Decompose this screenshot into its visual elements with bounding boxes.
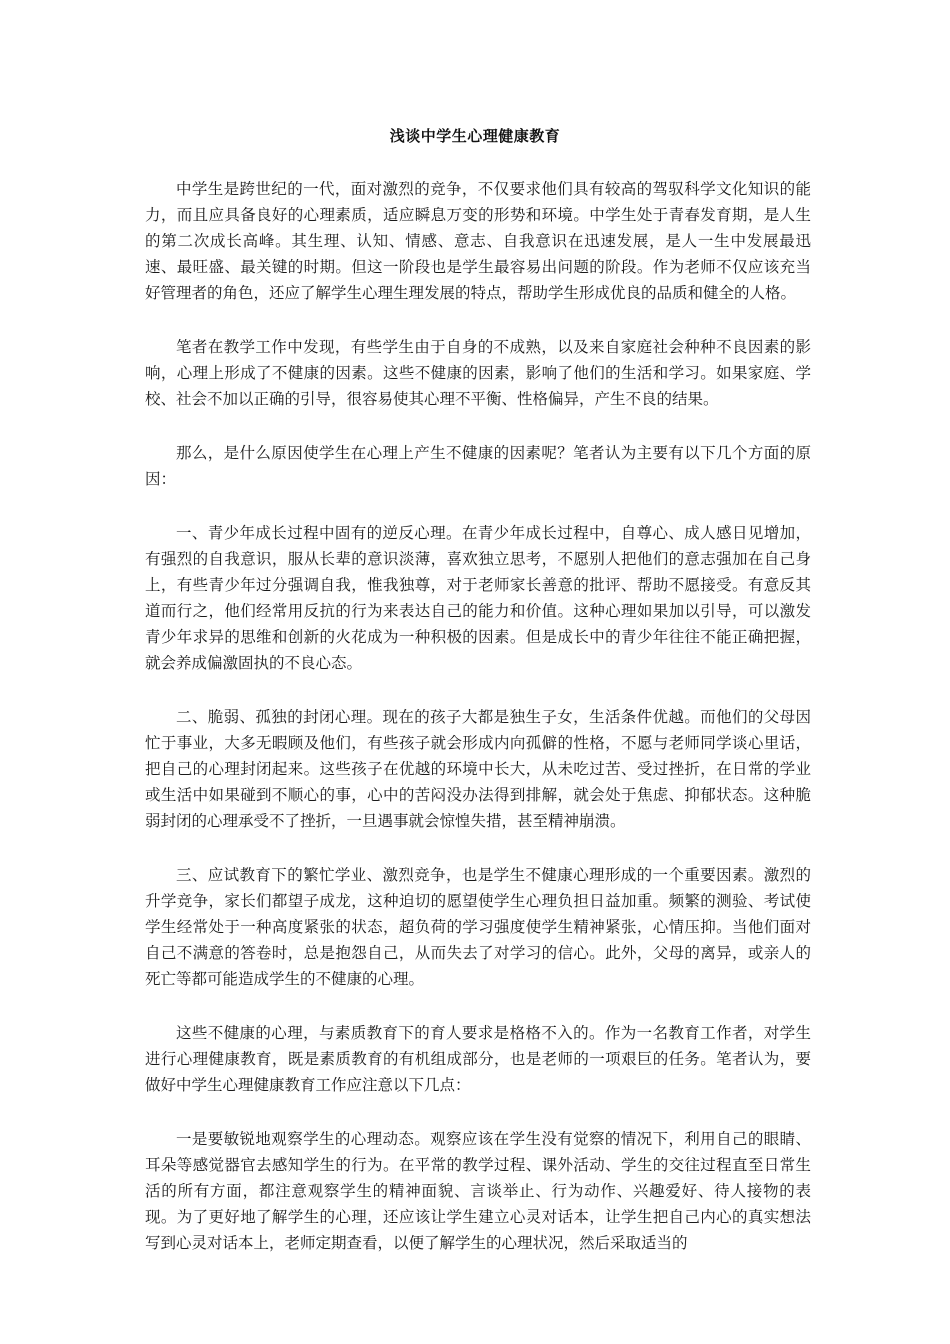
document-body: [145, 176, 811, 1284]
paragraph-cause-1: 一、青少年成长过程中固有的逆反心理。在青少年成长过程中，自尊心、成人感日见增加，有强烈的自我意识，服从长辈的意识淡薄，喜欢独立思考，不愿别人把他们的意志强加在自己身上，有些青少年过分强调自我，惟我独尊，对于老师家长善意的批评、帮助不愿接受。有意反其道而行之，他们经常用反抗的行为来表达自己的能力和价值。这种心理如果加以引导，可以激发青少年求异的思维和创新的火花成为一种积极的因素。但是成长中的青少年往往不能正确把握，就会养成偏激固执的不良心态。: [145, 524, 811, 672]
paragraph-observation: 笔者在教学工作中发现，有些学生由于自身的不成熟，以及来自家庭社会种种不良因素的影响，心理上形成了不健康的因素。这些不健康的因素，影响了他们的生活和学习。如果家庭、学校、社会不加以正确的引导，很容易使其心理不平衡、性格偏异，产生不良的结果。: [145, 338, 811, 408]
paragraph-transition: 这些不健康的心理，与素质教育下的育人要求是格格不入的。作为一名教育工作者，对学生进行心理健康教育，既是素质教育的有机组成部分，也是老师的一项艰巨的任务。笔者认为，要做好中学生心理健康教育工作应注意以下几点：: [145, 1024, 811, 1094]
paragraph-intro: 中学生是跨世纪的一代，面对激烈的竞争，不仅要求他们具有较高的驾驭科学文化知识的能力，而且应具备良好的心理素质，适应瞬息万变的形势和环境。中学生处于青春发育期，是人生的第二次成长高峰。其生理、认知、情感、意志、自我意识在迅速发展，是人一生中发展最迅速、最旺盛、最关键的时期。但这一阶段也是学生最容易出问题的阶段。作为老师不仅应该充当好管理者的角色，还应了解学生心理生理发展的特点，帮助学生形成优良的品质和健全的人格。: [145, 180, 811, 302]
paragraph-cause-2: 二、脆弱、孤独的封闭心理。现在的孩子大都是独生子女，生活条件优越。而他们的父母因忙于事业，大多无暇顾及他们，有些孩子就会形成内向孤僻的性格，不愿与老师同学谈心里话，把自己的心理封闭起来。这些孩子在优越的环境中长大，从未吃过苦、受过挫折，在日常的学业或生活中如果碰到不顺心的事，心中的苦闷没办法得到排解，就会处于焦虑、抑郁状态。这种脆弱封闭的心理承受不了挫折，一旦遇事就会惊惶失措，甚至精神崩溃。: [145, 708, 811, 830]
paragraph-point-1: 一是要敏锐地观察学生的心理动态。观察应该在学生没有觉察的情况下，利用自己的眼睛、耳朵等感觉器官去感知学生的行为。在平常的教学过程、课外活动、学生的交往过程直至日常生活的所有方面，都注意观察学生的精神面貌、言谈举止、行为动作、兴趣爱好、待人接物的表现。为了更好地了解学生的心理，还应该让学生建立心灵对话本，让学生把自己内心的真实想法写到心灵对话本上，老师定期查看，以便了解学生的心理状况，然后采取适当的: [145, 1130, 811, 1252]
paragraph-question: 那么，是什么原因使学生在心理上产生不健康的因素呢？笔者认为主要有以下几个方面的原因：: [145, 444, 811, 488]
paragraph-cause-3: 三、应试教育下的繁忙学业、激烈竞争，也是学生不健康心理形成的一个重要因素。激烈的升学竞争，家长们都望子成龙，这种迫切的愿望使学生心理负担日益加重。频繁的测验、考试使学生经常处于一种高度紧张的状态，超负荷的学习强度使学生精神紧张，心情压抑。当他们面对自己不满意的答卷时，总是抱怨自己，从而失去了对学习的信心。此外，父母的离异，或亲人的死亡等都可能造成学生的不健康的心理。: [145, 866, 811, 988]
document-title: 浅谈中学生心理健康教育: [389, 127, 561, 145]
